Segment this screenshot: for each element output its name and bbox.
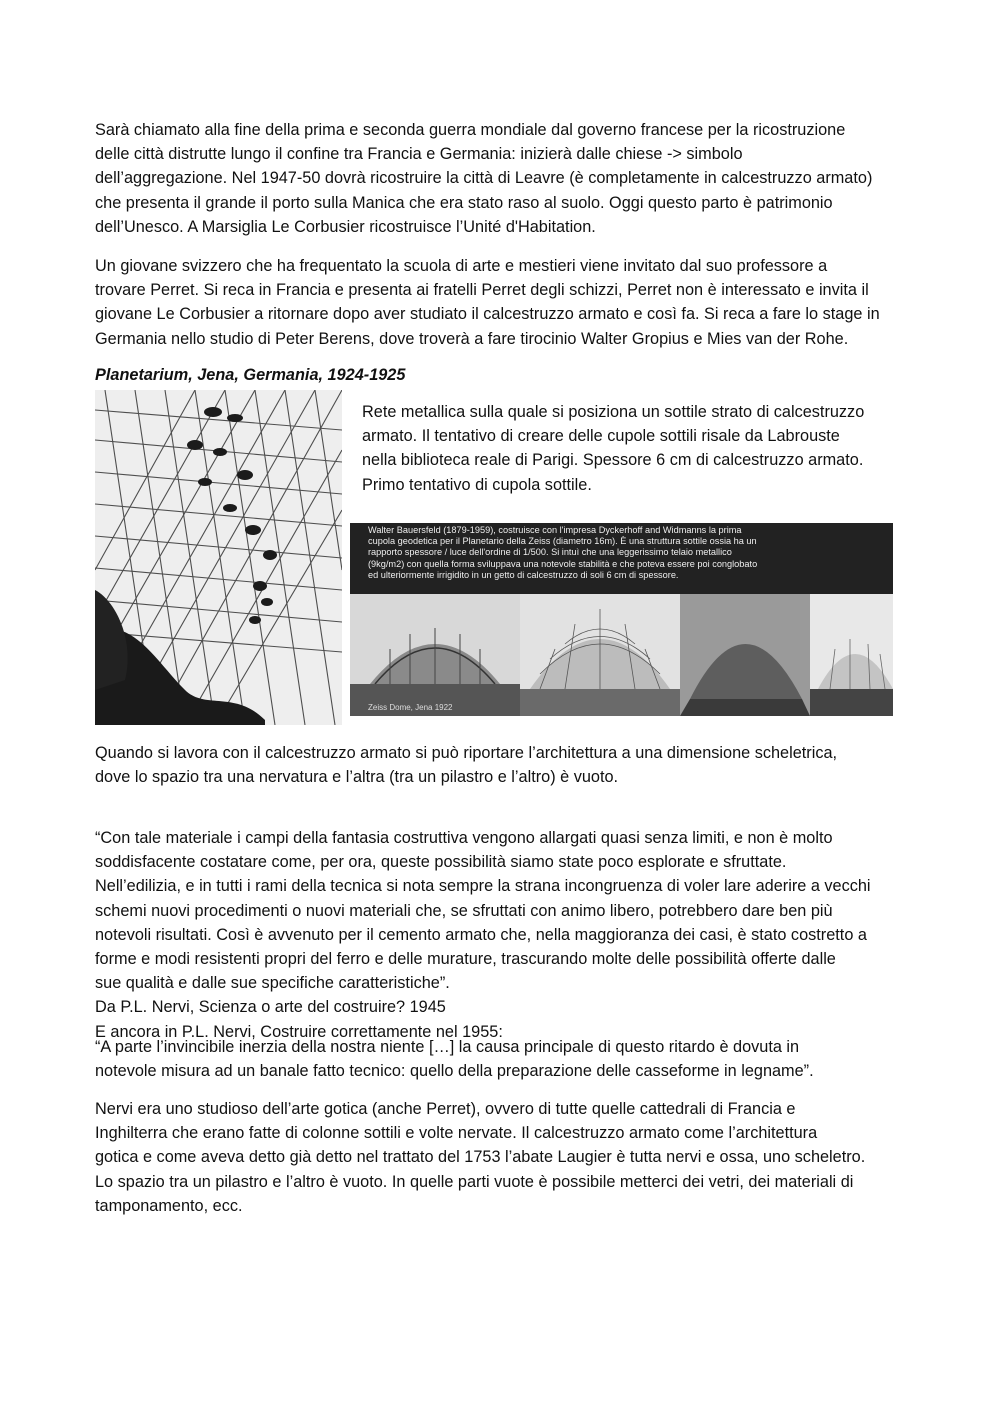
paragraph-skeletal xyxy=(95,741,910,789)
caption-line: cupola geodetica per il Planetario della Zeiss (diametro 16m). È una struttura sottile ossia ha un xyxy=(368,536,757,547)
text-line: Germania nello studio di Peter Berens, dove troverà a fare tirocinio Walter Gropius e Mies van der Rohe. xyxy=(95,329,849,348)
text-line: dell’Unesco. A Marsiglia Le Corbusier ricostruisce l’Unité d'Habitation. xyxy=(95,217,596,236)
text-line: armato. Il tentativo di creare delle cupole sottili risale da Labrouste xyxy=(362,427,840,446)
panel-caption xyxy=(368,525,873,581)
text-line: notevoli risultati. Così è avvenuto per il cemento armato che, nella maggioranza dei casi, è stato costretto a xyxy=(95,925,867,944)
caption-line: ed ulteriormente irrigidito in un getto di calcestruzzo di soli 6 cm di spessore. xyxy=(368,569,679,580)
dome-mesh-photo xyxy=(520,594,680,716)
text-line: Nervi era uno studioso dell’arte gotica (anche Perret), ovvero di tutte quelle cattedrali di Francia e xyxy=(95,1100,796,1118)
text-line: Lo spazio tra un pilastro e l’altro è vuoto. In quelle parti vuote è possibile metterci dei vetri, dei materiali di xyxy=(95,1172,854,1191)
zeiss-dome-panel xyxy=(350,523,893,716)
text-line: trovare Perret. Si reca in Francia e presenta ai fratelli Perret degli schizzi, Perret non è interessato e invita il xyxy=(95,281,869,300)
text-line: giovane Le Corbusier a ritornare dopo aver studiato il calcestruzzo armato e così fa. Si reca a fare lo stage in xyxy=(95,305,880,324)
text-line: nella biblioteca reale di Parigi. Spessore 6 cm di calcestruzzo armato. xyxy=(362,451,864,470)
text-line: Nell’edilizia, e in tutti i rami della tecnica si nota sempre la strana incongruenza di voler lare aderire a vecchi xyxy=(95,877,871,896)
text-line: notevole misura ad un banale fatto tecnico: quello della preparazione delle casseforme in legname”. xyxy=(95,1062,814,1081)
paragraph-reconstruction xyxy=(95,118,910,239)
text-line: “A parte l’invincibile inerzia della nostra niente […] la causa principale di questo ritardo è dovuta in xyxy=(95,1038,800,1056)
text-line: gotica e come aveva detto già detto nel trattato del 1753 l’abate Laugier è tutta nervi e ossa, uno scheletro. xyxy=(95,1148,866,1167)
caption-line: (9kg/m2) con quella forma sviluppava una notevole stabilità e che poteva essere poi conglobato xyxy=(368,558,758,569)
dome-photo-strip xyxy=(350,594,893,716)
text-line: Inghilterra che erano fatte di colonne sottili e volte nervate. Il calcestruzzo armato come l’architettura xyxy=(95,1124,818,1143)
caption-line: rapporto spessore / luce dell'ordine di 1/500. Si intuì che una leggerissimo telaio metallico xyxy=(368,547,732,558)
dome-scaffold-photo xyxy=(350,594,520,716)
dome-finished-photo xyxy=(810,594,893,716)
text-line: che presenta il grande il porto sulla Manica che era stato raso al suolo. Oggi questo parto è patrimonio xyxy=(95,193,833,212)
paragraph-nervi-1955 xyxy=(95,1035,910,1083)
geodesic-mesh-photo xyxy=(95,390,342,725)
section-heading: Planetarium, Jena, Germania, 1924-1925 xyxy=(95,366,406,384)
caption-line: Walter Bauersfeld (1879-1959), costruisce con l'impresa Dyckerhoff and Widmanns la prima xyxy=(368,525,742,535)
text-line: tamponamento, ecc. xyxy=(95,1196,243,1215)
paragraph-le-corbusier xyxy=(95,254,910,351)
mesh-description xyxy=(362,400,902,497)
text-line: soddisfacente costatare come, per ora, queste possibilità siamo state poco esplorate e sfruttate. xyxy=(95,853,787,872)
paragraph-gothic xyxy=(95,1097,910,1218)
text-line: forme e modi resistenti propri del ferro e delle murature, trascurando molte delle possibilità offerte dalle xyxy=(95,950,836,969)
text-line: delle città distrutte lungo il confine tra Francia e Germania: inizierà dalle chiese -> simbolo xyxy=(95,145,743,164)
text-line: Da P.L. Nervi, Scienza o arte del costruire? 1945 xyxy=(95,998,446,1017)
text-line: schemi nuovi procedimenti o nuovi materiali che, se sfruttati con animo libero, potrebbero dare ben più xyxy=(95,901,833,920)
text-line: Un giovane svizzero che ha frequentato la scuola di arte e mestieri viene invitato dal suo professore a xyxy=(95,257,828,275)
dome-concrete-photo xyxy=(680,594,810,716)
photo-credit: Zeiss Dome, Jena 1922 xyxy=(368,703,453,712)
text-line: Rete metallica sulla quale si posiziona un sottile strato di calcestruzzo xyxy=(362,403,865,421)
text-line: Primo tentativo di cupola sottile. xyxy=(362,475,592,494)
paragraph-nervi-quote xyxy=(95,826,910,1044)
text-line: dell’aggregazione. Nel 1947-50 dovrà ricostruire la città di Leavre (è completamente in calcestruzzo armato) xyxy=(95,169,873,188)
text-line: Sarà chiamato alla fine della prima e seconda guerra mondiale dal governo francese per la ricostruzione xyxy=(95,121,846,139)
text-line: “Con tale materiale i campi della fantasia costruttiva vengono allargati quasi senza limiti, e non è molto xyxy=(95,829,833,847)
text-line: sue qualità e dalle sue specifiche caratteristiche”. xyxy=(95,974,450,993)
text-line: dove lo spazio tra una nervatura e l’altra (tra un pilastro e l’altro) è vuoto. xyxy=(95,768,619,787)
text-line: Quando si lavora con il calcestruzzo armato si può riportare l’architettura a una dimensione scheletrica, xyxy=(95,744,838,762)
text-line: E ancora in P.L. Nervi, Costruire correttamente nel 1955: xyxy=(95,1022,503,1041)
